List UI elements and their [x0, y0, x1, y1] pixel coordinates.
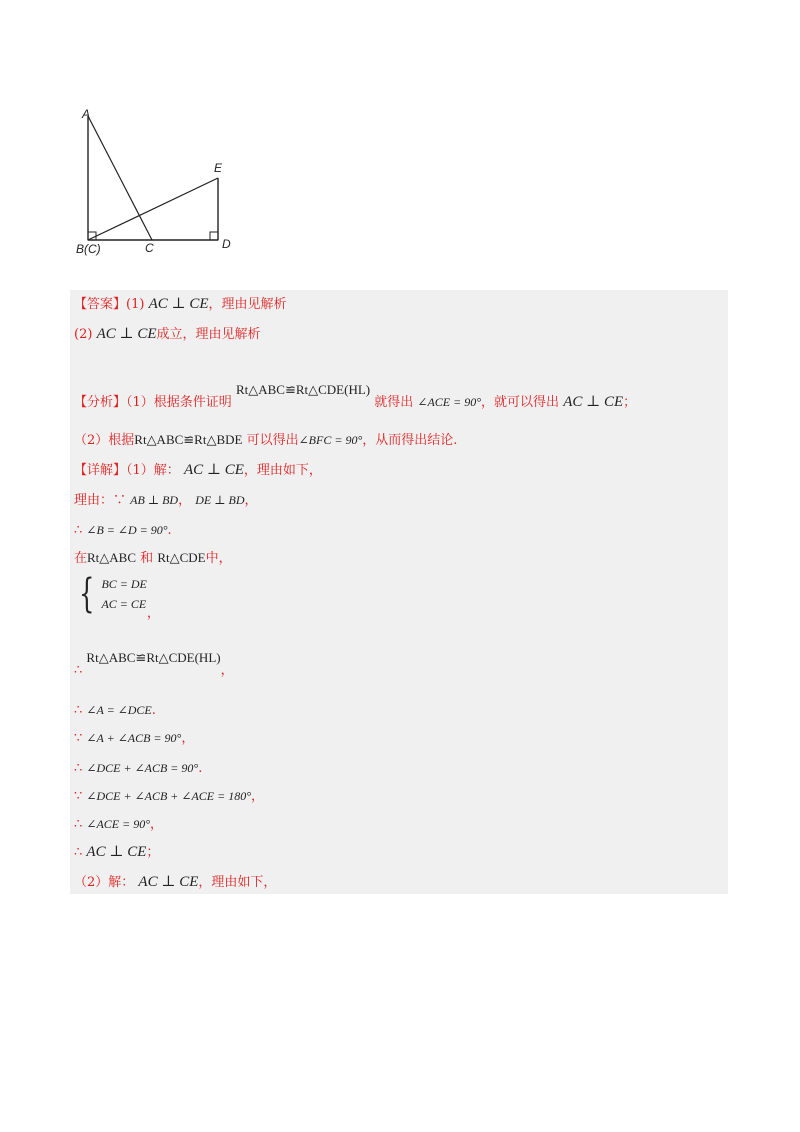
detail-7-b: ，: [181, 731, 195, 746]
analysis-line-2: [74, 430, 457, 451]
detail-2-b: ，: [244, 493, 258, 508]
detail-1-math: AC ⊥ CE: [183, 462, 244, 478]
detail-line-10: [74, 814, 163, 835]
detail-10-a: ∴: [74, 817, 83, 832]
detail-8-math: ∠DCE + ∠ACB = 90°: [86, 761, 199, 775]
equation-system: [74, 571, 147, 617]
detail-8-b: .: [198, 761, 203, 776]
detail-8-a: ∴: [74, 761, 83, 776]
detail-line-3: [74, 520, 172, 541]
detail-4-math-1: Rt△ABC: [87, 550, 137, 565]
analysis-2-angle: ∠BFC = 90°: [298, 433, 363, 447]
detail-12-a: （2）解：: [74, 875, 135, 890]
detail-5-b: ，: [220, 663, 234, 678]
solution-block: [70, 290, 728, 894]
detail-line-1: [74, 460, 322, 481]
detail-12-b: ，理由如下，: [198, 875, 277, 890]
detail-line-12: [74, 872, 276, 893]
detail-12-math: AC ⊥ CE: [138, 874, 199, 890]
detail-10-math: ∠ACE = 90°: [86, 817, 151, 831]
analysis-tag: 【分析】: [74, 395, 127, 410]
answer-line-1: [74, 294, 287, 315]
detail-4-a: 在: [74, 551, 88, 566]
answer-tag: 【答案】: [74, 297, 127, 312]
detail-1-a: （1）解：: [126, 463, 180, 478]
detail-3-math: ∠B = ∠D = 90°: [86, 523, 168, 537]
right-angle-mark-d: [210, 232, 218, 240]
analysis-1-c: ，就可以得出: [481, 395, 560, 410]
answer-1-math: AC ⊥ CE: [148, 296, 209, 312]
detail-7-a: ∵: [74, 731, 83, 746]
analysis-1-a: （1）根据条件证明: [126, 395, 232, 410]
detail-1-b: ，理由如下，: [243, 463, 322, 478]
detail-line-2: [74, 490, 258, 511]
detail-line-11: [74, 842, 159, 863]
analysis-2-congruence: Rt△ABC≌Rt△BDE: [134, 432, 243, 447]
answer-1-text: ，理由见解析: [208, 297, 287, 312]
detail-10-b: ，: [150, 817, 164, 832]
brace-icon: {: [79, 571, 95, 617]
answer-1-num: (1): [126, 297, 145, 312]
detail-11-b: ；: [146, 845, 160, 860]
detail-6-b: .: [151, 703, 156, 718]
detail-2-math-2: DE ⊥ BD: [195, 493, 245, 507]
detail-line-9: [74, 786, 264, 807]
analysis-1-angle: ∠ACE = 90°: [417, 395, 482, 409]
answer-2-text: 成立，理由见解析: [156, 327, 261, 342]
detail-2-a: 理由：∵: [74, 493, 127, 508]
system-eq-1: BC = DE: [101, 577, 147, 591]
analysis-1-perp: AC ⊥ CE: [563, 394, 624, 410]
analysis-1-d: ；: [623, 395, 637, 410]
detail-3-a: ∴: [74, 523, 83, 538]
detail-4-b: 和: [140, 551, 154, 566]
label-e: E: [214, 161, 223, 175]
analysis-1-congruence: Rt△ABC≌Rt△CDE(HL): [235, 382, 371, 397]
detail-5-a: ∴: [74, 663, 83, 678]
detail-4-math-2: Rt△CDE: [157, 550, 206, 565]
detail-line-7: [74, 728, 194, 749]
triangle-diagram: [72, 104, 242, 276]
detail-6-a: ∴: [74, 703, 83, 718]
geometry-figure: [72, 104, 242, 276]
detail-11-math: AC ⊥ CE: [86, 844, 147, 860]
detail-5-math: Rt△ABC≌Rt△CDE(HL): [86, 650, 221, 665]
analysis-2-b: 可以得出: [246, 433, 299, 448]
detail-line-5: [74, 650, 234, 681]
label-b: B(C): [76, 242, 101, 256]
detail-tag: 【详解】: [74, 463, 127, 478]
detail-11-a: ∴: [74, 845, 83, 860]
detail-3-b: .: [167, 523, 172, 538]
label-d: D: [222, 237, 231, 251]
detail-line-4: [74, 548, 232, 569]
detail-9-math: ∠DCE + ∠ACB + ∠ACE = 180°: [86, 789, 252, 803]
detail-9-b: ，: [251, 789, 265, 804]
system-eq-2: AC = CE: [101, 597, 147, 611]
detail-line-8: [74, 758, 202, 779]
analysis-2-c: ，从而得出结论.: [362, 433, 458, 448]
detail-2-math-1: AB ⊥ BD: [130, 493, 179, 507]
analysis-2-a: （2）根据: [74, 433, 135, 448]
analysis-1-b: 就得出: [374, 395, 414, 410]
detail-4-c: 中，: [205, 551, 232, 566]
detail-line-6: [74, 700, 156, 721]
detail-2-sep: ，: [178, 493, 192, 508]
detail-system: [74, 571, 160, 621]
analysis-line-1: [74, 382, 637, 413]
detail-6-math: ∠A = ∠DCE: [86, 703, 152, 717]
system-end: ，: [146, 606, 160, 621]
segment-be: [88, 178, 218, 240]
detail-9-a: ∵: [74, 789, 83, 804]
answer-2-math: AC ⊥ CE: [96, 326, 157, 342]
answer-line-2: [74, 324, 261, 345]
answer-2-num: (2): [74, 327, 93, 342]
segment-ac: [88, 116, 152, 240]
detail-7-math: ∠A + ∠ACB = 90°: [86, 731, 182, 745]
label-a: A: [82, 107, 91, 121]
label-c: C: [145, 241, 154, 255]
